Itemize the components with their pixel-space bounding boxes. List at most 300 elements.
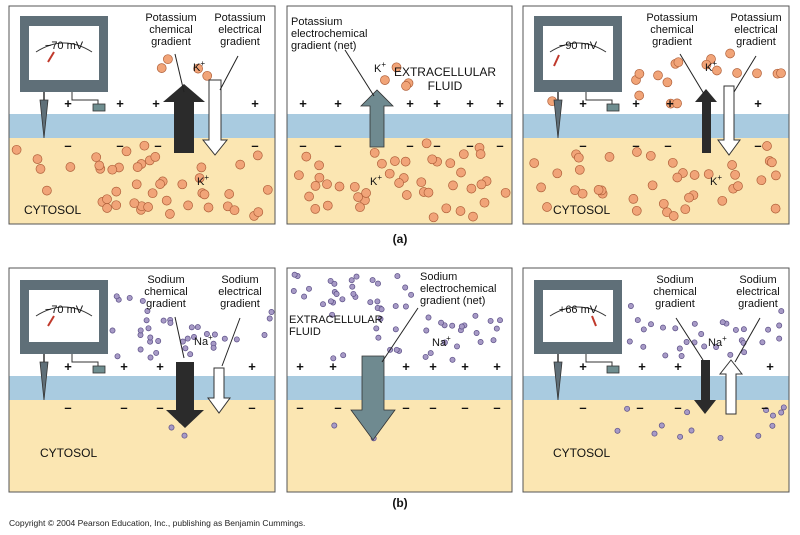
- panel-b3: [523, 268, 789, 496]
- ion-particle: [777, 336, 782, 341]
- ion-particle: [385, 169, 394, 178]
- ion-particle: [328, 299, 333, 304]
- ion-particle: [302, 294, 307, 299]
- svg-text:–: –: [334, 138, 342, 153]
- ion-particle: [648, 322, 653, 327]
- ion-particle: [203, 71, 212, 80]
- svg-text:–: –: [116, 138, 124, 153]
- ion-particle: [477, 180, 486, 189]
- ion-particle: [92, 153, 101, 162]
- ion-particle: [311, 181, 320, 190]
- ion-particle: [377, 159, 386, 168]
- cytosol-label: CYTOSOL: [553, 203, 611, 217]
- ion-particle: [267, 316, 272, 321]
- ion-particle: [641, 344, 646, 349]
- ion-particle: [488, 318, 493, 323]
- ion-particle: [770, 413, 775, 418]
- svg-text:+: +: [64, 359, 72, 374]
- ion-particle: [403, 304, 408, 309]
- ion-particle: [151, 152, 160, 161]
- ion-particle: [140, 141, 149, 150]
- ion-particle: [669, 212, 678, 221]
- ion-particle: [771, 171, 780, 180]
- ion-particle: [161, 318, 166, 323]
- ion-particle: [334, 291, 339, 296]
- ion-particle: [112, 187, 121, 196]
- ion-particle: [148, 335, 153, 340]
- ion-particle: [685, 193, 694, 202]
- svg-text:Sodiumchemicalgradient: Sodium chemical gradient: [653, 274, 697, 310]
- ion-particle: [36, 164, 45, 173]
- ion-particle: [236, 160, 245, 169]
- ion-particle: [530, 159, 539, 168]
- ion-particle: [394, 347, 399, 352]
- membrane: [287, 114, 512, 138]
- svg-text:+: +: [766, 359, 774, 374]
- ion-particle: [42, 186, 51, 195]
- ion-particle: [674, 58, 683, 67]
- ion-particle: [156, 338, 161, 343]
- ion-particle: [374, 326, 379, 331]
- ion-particle: [677, 346, 682, 351]
- panel-a1: [9, 6, 275, 228]
- svg-text:–: –: [433, 138, 441, 153]
- ion-particle: [354, 274, 359, 279]
- ion-particle: [156, 180, 165, 189]
- ion-particle: [182, 433, 187, 438]
- svg-text:–: –: [251, 138, 259, 153]
- ion-particle: [212, 332, 217, 337]
- ion-particle: [168, 320, 173, 325]
- ion-particle: [103, 204, 112, 213]
- svg-text:Potassiumelectricalgradient: Potassium electrical gradient: [214, 12, 266, 48]
- ion-particle: [390, 157, 399, 166]
- ion-particle: [103, 195, 112, 204]
- ion-particle: [183, 346, 188, 351]
- svg-text:–: –: [632, 138, 640, 153]
- svg-text:+: +: [632, 96, 640, 111]
- ion-particle: [351, 291, 356, 296]
- svg-text:Potassiumelectricalgradient: Potassium electrical gradient: [730, 12, 782, 48]
- voltage-readout: −70 mV: [44, 40, 84, 52]
- svg-text:+: +: [493, 359, 501, 374]
- ion-particle: [350, 284, 355, 289]
- ion-particle: [368, 300, 373, 305]
- ion-particle: [635, 69, 644, 78]
- ion-particle: [429, 213, 438, 222]
- membrane: [9, 114, 275, 138]
- ion-particle: [33, 155, 42, 164]
- ion-particle: [779, 309, 784, 314]
- ion-particle: [685, 410, 690, 415]
- ion-particle: [349, 278, 354, 283]
- ion-particle: [254, 208, 263, 217]
- svg-text:–: –: [64, 400, 72, 415]
- ion-particle: [469, 212, 478, 221]
- ion-particle: [594, 185, 603, 194]
- ion-particle: [476, 150, 485, 159]
- ion-particle: [660, 325, 665, 330]
- svg-text:–: –: [296, 400, 304, 415]
- ion-particle: [720, 320, 725, 325]
- ion-particle: [323, 180, 332, 189]
- ion-particle: [668, 158, 677, 167]
- ion-particle: [767, 158, 776, 167]
- ion-particle: [632, 206, 641, 215]
- ion-particle: [673, 173, 682, 182]
- ion-particle: [781, 405, 786, 410]
- svg-text:–: –: [664, 138, 672, 153]
- ion-particle: [320, 302, 325, 307]
- ion-particle: [574, 153, 583, 162]
- ion-particle: [733, 69, 742, 78]
- ion-particle: [450, 357, 455, 362]
- ion-particle: [473, 313, 478, 318]
- ion-particle: [756, 433, 761, 438]
- svg-text:Sodiumelectricalgradient: Sodium electrical gradient: [218, 274, 262, 310]
- ion-particle: [230, 206, 239, 215]
- ion-particle: [188, 352, 193, 357]
- svg-text:+: +: [461, 359, 469, 374]
- ion-particle: [728, 352, 733, 357]
- ion-particle: [395, 274, 400, 279]
- ion-label: Na+: [194, 333, 213, 348]
- ion-particle: [446, 159, 455, 168]
- ion-particle: [718, 435, 723, 440]
- ion-particle: [291, 288, 296, 293]
- ion-particle: [409, 292, 414, 297]
- svg-text:–: –: [636, 400, 644, 415]
- ion-particle: [699, 331, 704, 336]
- svg-text:Potassiumelectrochemicalgradie: Potassium electrochemical gradient (net): [291, 16, 368, 52]
- ion-particle: [456, 207, 465, 216]
- ion-particle: [684, 339, 689, 344]
- ion-particle: [726, 49, 735, 58]
- ion-particle: [659, 199, 668, 208]
- ion-particle: [140, 298, 145, 303]
- ion-particle: [491, 338, 496, 343]
- svg-text:–: –: [120, 400, 128, 415]
- ion-particle: [457, 168, 466, 177]
- svg-text:–: –: [154, 138, 162, 153]
- svg-text:–: –: [761, 400, 769, 415]
- ion-particle: [262, 332, 267, 337]
- ion-particle: [766, 327, 771, 332]
- svg-text:–: –: [429, 400, 437, 415]
- svg-text:+: +: [299, 96, 307, 111]
- svg-text:–: –: [334, 400, 342, 415]
- svg-text:+: +: [429, 359, 437, 374]
- ion-particle: [379, 307, 384, 312]
- ion-particle: [108, 165, 117, 174]
- ion-particle: [148, 355, 153, 360]
- ion-particle: [575, 165, 584, 174]
- svg-text:–: –: [496, 138, 504, 153]
- ion-particle: [741, 327, 746, 332]
- ion-particle: [341, 353, 346, 358]
- svg-text:+: +: [406, 96, 414, 111]
- svg-text:–: –: [299, 138, 307, 153]
- ion-particle: [302, 152, 311, 161]
- svg-text:+: +: [433, 96, 441, 111]
- panel-b2: [287, 268, 512, 496]
- ion-particle: [605, 152, 614, 161]
- ion-particle: [375, 299, 380, 304]
- svg-text:+: +: [638, 359, 646, 374]
- membrane: [523, 376, 789, 400]
- svg-text:–: –: [248, 400, 256, 415]
- ion-particle: [356, 203, 365, 212]
- ion-particle: [370, 148, 379, 157]
- svg-text:Sodiumelectricalgradient: Sodium electrical gradient: [736, 274, 780, 310]
- ion-particle: [428, 351, 433, 356]
- ion-particle: [395, 179, 404, 188]
- copyright-text: Copyright © 2004 Pearson Education, Inc., publishing as Benjamin Cummings.: [9, 518, 306, 528]
- ion-particle: [195, 325, 200, 330]
- ion-particle: [12, 145, 21, 154]
- ion-label: K+: [193, 59, 206, 74]
- ion-particle: [449, 181, 458, 190]
- svg-text:–: –: [402, 400, 410, 415]
- svg-text:+: +: [674, 359, 682, 374]
- ion-particle: [753, 69, 762, 78]
- svg-text:+: +: [116, 96, 124, 111]
- ion-particle: [315, 161, 324, 170]
- ion-label: K+: [197, 173, 210, 188]
- ion-particle: [234, 337, 239, 342]
- ion-particle: [771, 204, 780, 213]
- ion-particle: [578, 189, 587, 198]
- svg-text:–: –: [156, 400, 164, 415]
- svg-text:+: +: [251, 96, 259, 111]
- ion-label: K+: [374, 60, 387, 75]
- cytosol-label: CYTOSOL: [40, 446, 98, 460]
- ion-particle: [777, 323, 782, 328]
- svg-text:+: +: [466, 96, 474, 111]
- ion-particle: [480, 198, 489, 207]
- ion-particle: [734, 182, 743, 191]
- ion-particle: [375, 281, 380, 286]
- extracellular-fluid-label: EXTRACELLULAR FLUID: [289, 314, 383, 338]
- svg-text:Sodiumchemicalgradient: Sodium chemical gradient: [144, 274, 188, 310]
- ion-particle: [225, 190, 234, 199]
- ion-particle: [537, 183, 546, 192]
- ion-particle: [689, 428, 694, 433]
- ion-particle: [350, 182, 359, 191]
- ion-particle: [450, 323, 455, 328]
- ion-particle: [144, 203, 153, 212]
- ion-particle: [200, 190, 209, 199]
- svg-text:+: +: [496, 96, 504, 111]
- ion-particle: [428, 155, 437, 164]
- ion-particle: [127, 295, 132, 300]
- ion-particle: [332, 281, 337, 286]
- ion-particle: [178, 180, 187, 189]
- svg-text:+: +: [334, 96, 342, 111]
- ion-particle: [222, 336, 227, 341]
- ion-particle: [635, 318, 640, 323]
- ion-particle: [659, 423, 664, 428]
- ion-label: K+: [370, 173, 383, 188]
- ion-particle: [110, 328, 115, 333]
- svg-text:+: +: [579, 359, 587, 374]
- ion-particle: [335, 182, 344, 191]
- ion-particle: [189, 325, 194, 330]
- ion-particle: [757, 176, 766, 185]
- ion-particle: [393, 304, 398, 309]
- voltage-readout: −90 mV: [558, 40, 598, 52]
- ion-particle: [354, 193, 363, 202]
- ion-particle: [663, 78, 672, 87]
- svg-text:+: +: [120, 359, 128, 374]
- svg-text:–: –: [64, 138, 72, 153]
- ion-particle: [403, 285, 408, 290]
- svg-text:+: +: [296, 359, 304, 374]
- svg-text:+: +: [64, 96, 72, 111]
- ion-particle: [263, 185, 272, 194]
- svg-text:–: –: [406, 138, 414, 153]
- ion-particle: [731, 170, 740, 179]
- ion-particle: [702, 344, 707, 349]
- ion-particle: [154, 350, 159, 355]
- ion-particle: [454, 344, 459, 349]
- ion-particle: [169, 425, 174, 430]
- cytosol-label: CYTOSOL: [24, 203, 82, 217]
- ion-particle: [138, 347, 143, 352]
- svg-text:Sodiumelectrochemicalgradient: Sodium electrochemical gradient (net): [420, 271, 497, 307]
- ion-particle: [627, 339, 632, 344]
- ion-particle: [777, 69, 786, 78]
- cytosol-label: CYTOSOL: [553, 446, 611, 460]
- ion-particle: [648, 181, 657, 190]
- ion-particle: [439, 320, 444, 325]
- ion-particle: [779, 410, 784, 415]
- ion-particle: [269, 309, 274, 314]
- ion-particle: [417, 178, 426, 187]
- ion-particle: [678, 434, 683, 439]
- membrane: [523, 114, 789, 138]
- panel-a2: [287, 6, 512, 228]
- membrane: [9, 376, 275, 400]
- ion-particle: [185, 336, 190, 341]
- ion-particle: [742, 350, 747, 355]
- ion-particle: [718, 196, 727, 205]
- ion-particle: [679, 353, 684, 358]
- voltage-readout: −70 mV: [44, 304, 84, 316]
- svg-text:+: +: [152, 96, 160, 111]
- panel-a3: [523, 6, 789, 228]
- ion-particle: [148, 189, 157, 198]
- ion-particle: [641, 327, 646, 332]
- ion-particle: [652, 431, 657, 436]
- ion-particle: [66, 163, 75, 172]
- ion-particle: [681, 205, 690, 214]
- svg-text:+: +: [329, 359, 337, 374]
- panel-b1: [9, 268, 275, 496]
- ion-particle: [494, 326, 499, 331]
- svg-text:Potassiumchemicalgradient: Potassium chemical gradient: [646, 12, 698, 48]
- ion-particle: [673, 326, 678, 331]
- ion-particle: [340, 297, 345, 302]
- ion-particle: [380, 76, 389, 85]
- ion-particle: [424, 188, 433, 197]
- ion-particle: [292, 272, 297, 277]
- ion-particle: [114, 294, 119, 299]
- ion-particle: [332, 423, 337, 428]
- ion-particle: [426, 315, 431, 320]
- ion-particle: [442, 204, 451, 213]
- ion-particle: [728, 161, 737, 170]
- ion-particle: [165, 209, 174, 218]
- svg-text:–: –: [466, 138, 474, 153]
- ion-particle: [690, 171, 699, 180]
- svg-text:–: –: [461, 400, 469, 415]
- svg-text:Potassiumchemicalgradient: Potassium chemical gradient: [145, 12, 197, 48]
- ion-particle: [459, 324, 464, 329]
- ion-particle: [692, 321, 697, 326]
- ion-particle: [501, 188, 510, 197]
- ion-particle: [615, 428, 620, 433]
- svg-text:+: +: [754, 96, 762, 111]
- ion-particle: [733, 327, 738, 332]
- ion-particle: [402, 81, 411, 90]
- ion-label: Na+: [708, 334, 727, 349]
- ion-particle: [770, 423, 775, 428]
- ion-particle: [130, 199, 139, 208]
- ion-particle: [362, 189, 371, 198]
- ion-particle: [467, 184, 476, 193]
- svg-text:–: –: [674, 400, 682, 415]
- ion-particle: [663, 353, 668, 358]
- ion-particle: [132, 180, 141, 189]
- ion-particle: [197, 163, 206, 172]
- ion-particle: [543, 203, 552, 212]
- ion-particle: [654, 71, 663, 80]
- ion-particle: [306, 286, 311, 291]
- ion-particle: [138, 328, 143, 333]
- ion-particle: [553, 169, 562, 178]
- ion-particle: [424, 328, 429, 333]
- ion-particle: [95, 161, 104, 170]
- ion-particle: [628, 303, 633, 308]
- svg-text:–: –: [579, 138, 587, 153]
- ion-particle: [315, 173, 324, 182]
- svg-text:–: –: [754, 138, 762, 153]
- ion-particle: [629, 194, 638, 203]
- ion-particle: [376, 335, 381, 340]
- caption-a: (a): [392, 232, 408, 246]
- ion-particle: [305, 192, 314, 201]
- ion-particle: [146, 326, 151, 331]
- svg-text:+: +: [402, 359, 410, 374]
- ion-particle: [402, 191, 411, 200]
- svg-text:+: +: [248, 359, 256, 374]
- svg-text:+: +: [579, 96, 587, 111]
- ion-particle: [422, 139, 431, 148]
- ion-label: K+: [705, 59, 718, 74]
- svg-text:+: +: [666, 96, 674, 111]
- voltage-readout: +66 mV: [558, 304, 598, 316]
- ion-particle: [133, 163, 142, 172]
- ion-particle: [163, 55, 172, 64]
- ion-particle: [497, 318, 502, 323]
- ion-particle: [478, 339, 483, 344]
- ion-particle: [393, 327, 398, 332]
- ion-particle: [157, 64, 166, 73]
- ion-particle: [423, 354, 428, 359]
- ion-label: Na+: [432, 334, 451, 349]
- ion-particle: [370, 278, 375, 283]
